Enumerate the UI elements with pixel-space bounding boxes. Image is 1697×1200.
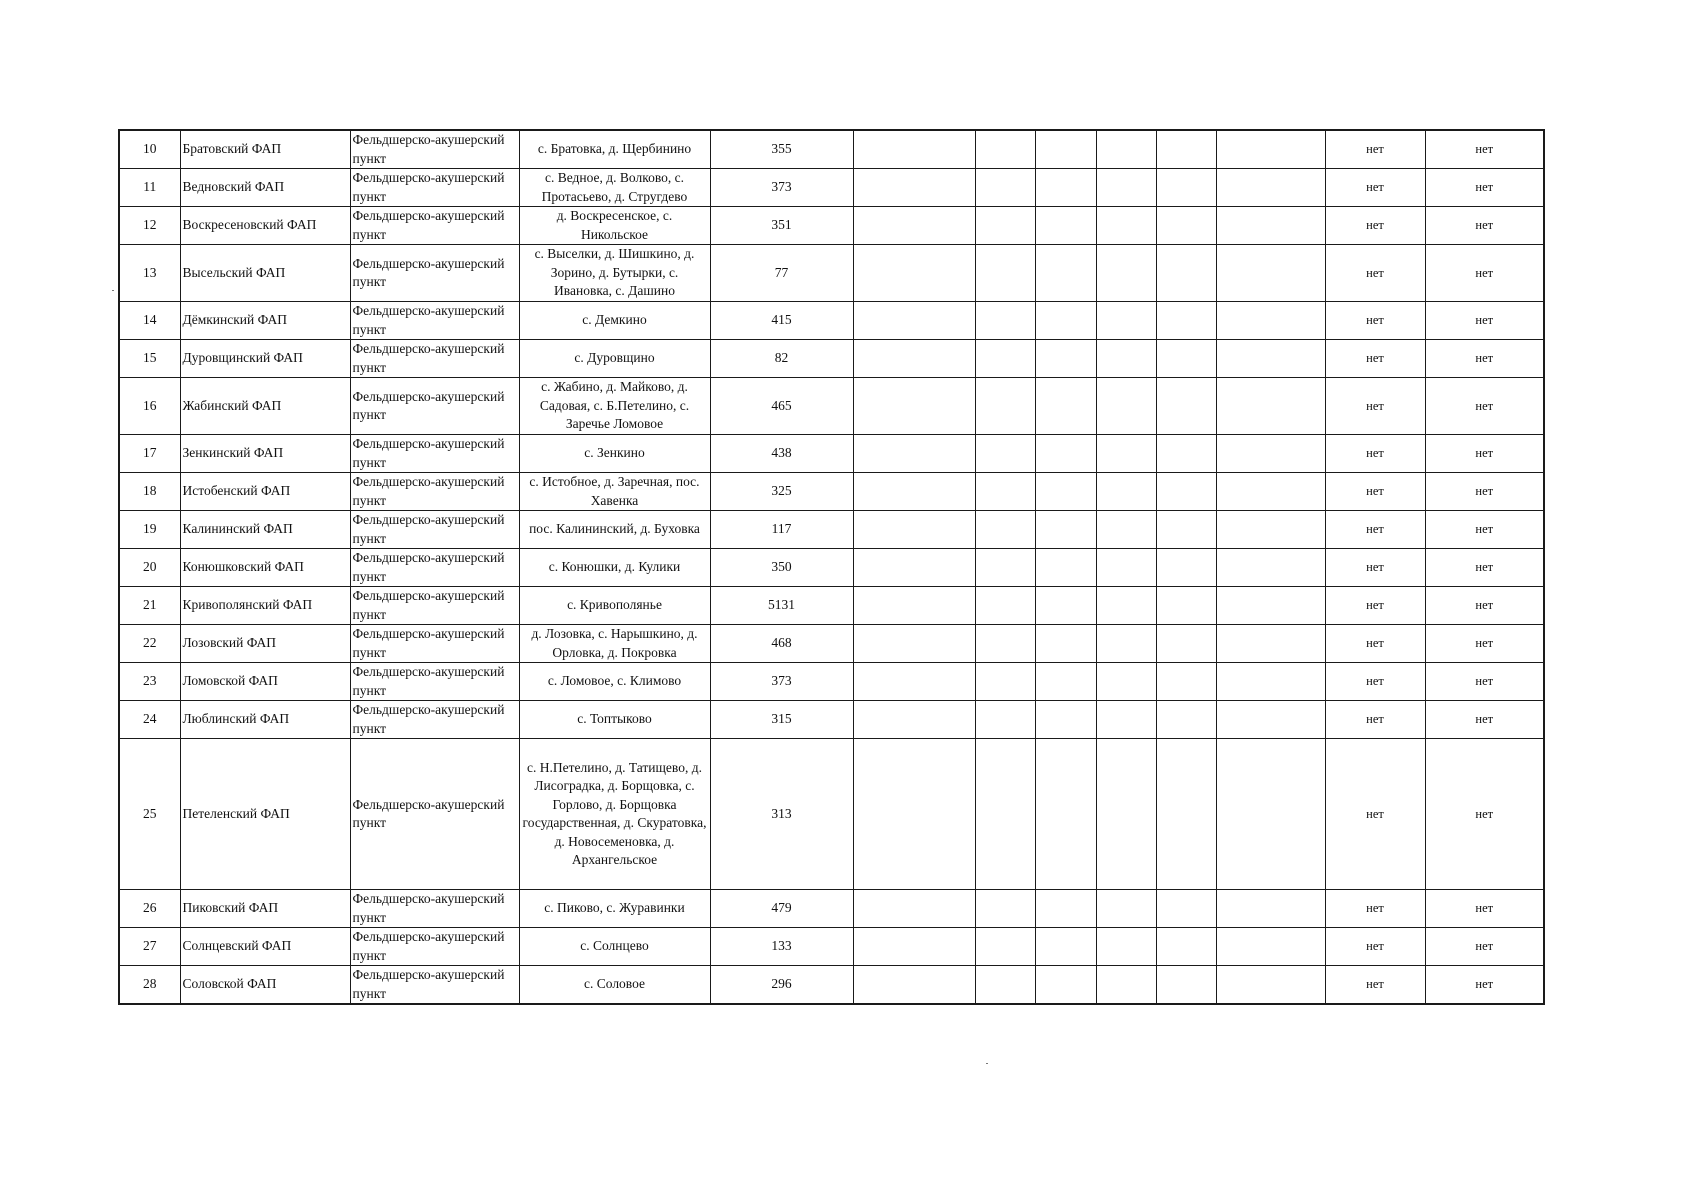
availability-flag: нет <box>1325 302 1425 340</box>
empty-cell <box>1156 302 1216 340</box>
table-row <box>119 701 1544 739</box>
facility-type: Фельдшерско-акушерский пункт <box>350 302 519 340</box>
availability-flag: нет <box>1325 587 1425 625</box>
table-row <box>119 966 1544 1005</box>
population-count: 468 <box>710 625 853 663</box>
empty-cell <box>1216 378 1325 435</box>
empty-cell <box>1096 511 1156 549</box>
empty-cell <box>853 966 975 1005</box>
row-number: 12 <box>119 207 180 245</box>
empty-cell <box>1035 549 1096 587</box>
population-count: 82 <box>710 340 853 378</box>
empty-cell <box>1156 435 1216 473</box>
facility-type: Фельдшерско-акушерский пункт <box>350 739 519 890</box>
population-count: 479 <box>710 890 853 928</box>
availability-flag: нет <box>1425 511 1544 549</box>
row-number: 15 <box>119 340 180 378</box>
empty-cell <box>853 378 975 435</box>
empty-cell <box>1216 130 1325 169</box>
empty-cell <box>975 340 1035 378</box>
facility-type: Фельдшерско-акушерский пункт <box>350 663 519 701</box>
empty-cell <box>1156 169 1216 207</box>
table-row <box>119 473 1544 511</box>
empty-cell <box>1035 378 1096 435</box>
facility-type: Фельдшерско-акушерский пункт <box>350 928 519 966</box>
empty-cell <box>1216 511 1325 549</box>
served-villages: д. Воскресенское, с. Никольское <box>519 207 710 245</box>
empty-cell <box>1035 625 1096 663</box>
empty-cell <box>1156 625 1216 663</box>
availability-flag: нет <box>1425 890 1544 928</box>
table-row <box>119 245 1544 302</box>
empty-cell <box>975 739 1035 890</box>
population-count: 465 <box>710 378 853 435</box>
empty-cell <box>1096 340 1156 378</box>
empty-cell <box>1156 587 1216 625</box>
empty-cell <box>1216 928 1325 966</box>
empty-cell <box>1096 130 1156 169</box>
table-row <box>119 207 1544 245</box>
facility-name: Люблинский ФАП <box>180 701 350 739</box>
availability-flag: нет <box>1425 966 1544 1005</box>
scan-speck <box>112 290 114 291</box>
facility-name: Истобенский ФАП <box>180 473 350 511</box>
empty-cell <box>975 890 1035 928</box>
empty-cell <box>975 587 1035 625</box>
empty-cell <box>853 435 975 473</box>
row-number: 24 <box>119 701 180 739</box>
facility-type: Фельдшерско-акушерский пункт <box>350 435 519 473</box>
population-count: 325 <box>710 473 853 511</box>
empty-cell <box>975 928 1035 966</box>
empty-cell <box>1156 549 1216 587</box>
empty-cell <box>1216 302 1325 340</box>
availability-flag: нет <box>1325 928 1425 966</box>
empty-cell <box>853 928 975 966</box>
population-count: 350 <box>710 549 853 587</box>
availability-flag: нет <box>1325 663 1425 701</box>
empty-cell <box>975 169 1035 207</box>
empty-cell <box>1216 340 1325 378</box>
empty-cell <box>1096 302 1156 340</box>
served-villages: с. Истобное, д. Заречная, пос. Хавенка <box>519 473 710 511</box>
row-number: 16 <box>119 378 180 435</box>
empty-cell <box>1216 435 1325 473</box>
facility-name: Высельский ФАП <box>180 245 350 302</box>
empty-cell <box>1216 966 1325 1005</box>
facility-type: Фельдшерско-акушерский пункт <box>350 587 519 625</box>
served-villages: с. Братовка, д. Щербинино <box>519 130 710 169</box>
row-number: 25 <box>119 739 180 890</box>
facility-type: Фельдшерско-акушерский пункт <box>350 169 519 207</box>
table-row <box>119 302 1544 340</box>
served-villages: с. Жабино, д. Майково, д. Садовая, с. Б.Петелино, с. Заречье Ломовое <box>519 378 710 435</box>
empty-cell <box>1216 625 1325 663</box>
empty-cell <box>1035 340 1096 378</box>
facility-name: Ведновский ФАП <box>180 169 350 207</box>
served-villages: пос. Калининский, д. Буховка <box>519 511 710 549</box>
empty-cell <box>1216 245 1325 302</box>
empty-cell <box>1035 890 1096 928</box>
served-villages: с. Выселки, д. Шишкино, д. Зорино, д. Бутырки, с. Ивановка, с. Дашино <box>519 245 710 302</box>
facility-name: Соловской ФАП <box>180 966 350 1005</box>
availability-flag: нет <box>1425 245 1544 302</box>
empty-cell <box>1096 207 1156 245</box>
empty-cell <box>853 701 975 739</box>
availability-flag: нет <box>1325 625 1425 663</box>
empty-cell <box>975 473 1035 511</box>
table-row <box>119 739 1544 890</box>
served-villages: с. Ведное, д. Волково, с. Протасьево, д. Стругдево <box>519 169 710 207</box>
empty-cell <box>1156 739 1216 890</box>
empty-cell <box>975 378 1035 435</box>
empty-cell <box>853 890 975 928</box>
availability-flag: нет <box>1325 245 1425 302</box>
empty-cell <box>1156 245 1216 302</box>
facilities-table <box>118 129 1545 1005</box>
empty-cell <box>1096 739 1156 890</box>
availability-flag: нет <box>1325 511 1425 549</box>
empty-cell <box>853 511 975 549</box>
facility-name: Жабинский ФАП <box>180 378 350 435</box>
row-number: 27 <box>119 928 180 966</box>
facility-type: Фельдшерско-акушерский пункт <box>350 625 519 663</box>
served-villages: с. Дуровщино <box>519 340 710 378</box>
availability-flag: нет <box>1425 549 1544 587</box>
availability-flag: нет <box>1325 435 1425 473</box>
served-villages: д. Лозовка, с. Нарышкино, д. Орловка, д. Покровка <box>519 625 710 663</box>
empty-cell <box>1035 169 1096 207</box>
availability-flag: нет <box>1425 739 1544 890</box>
population-count: 5131 <box>710 587 853 625</box>
empty-cell <box>975 207 1035 245</box>
facility-name: Конюшковский ФАП <box>180 549 350 587</box>
empty-cell <box>1096 549 1156 587</box>
empty-cell <box>1216 473 1325 511</box>
empty-cell <box>1035 587 1096 625</box>
empty-cell <box>1096 169 1156 207</box>
empty-cell <box>853 549 975 587</box>
availability-flag: нет <box>1325 378 1425 435</box>
empty-cell <box>853 663 975 701</box>
population-count: 315 <box>710 701 853 739</box>
facility-name: Ломовской ФАП <box>180 663 350 701</box>
empty-cell <box>853 245 975 302</box>
empty-cell <box>975 130 1035 169</box>
availability-flag: нет <box>1325 130 1425 169</box>
availability-flag: нет <box>1425 701 1544 739</box>
empty-cell <box>1096 473 1156 511</box>
empty-cell <box>853 207 975 245</box>
availability-flag: нет <box>1425 207 1544 245</box>
table-row <box>119 928 1544 966</box>
availability-flag: нет <box>1325 739 1425 890</box>
facility-name: Лозовский ФАП <box>180 625 350 663</box>
empty-cell <box>1096 928 1156 966</box>
empty-cell <box>1035 966 1096 1005</box>
served-villages: с. Зенкино <box>519 435 710 473</box>
population-count: 415 <box>710 302 853 340</box>
empty-cell <box>1035 245 1096 302</box>
availability-flag: нет <box>1425 130 1544 169</box>
population-count: 313 <box>710 739 853 890</box>
empty-cell <box>1035 130 1096 169</box>
empty-cell <box>1035 663 1096 701</box>
table-row <box>119 511 1544 549</box>
empty-cell <box>1156 378 1216 435</box>
facility-name: Пиковский ФАП <box>180 890 350 928</box>
facility-type: Фельдшерско-акушерский пункт <box>350 701 519 739</box>
facility-type: Фельдшерско-акушерский пункт <box>350 245 519 302</box>
availability-flag: нет <box>1325 207 1425 245</box>
availability-flag: нет <box>1325 701 1425 739</box>
empty-cell <box>1096 625 1156 663</box>
table-row <box>119 890 1544 928</box>
empty-cell <box>1216 663 1325 701</box>
row-number: 26 <box>119 890 180 928</box>
served-villages: с. Соловое <box>519 966 710 1005</box>
empty-cell <box>1216 890 1325 928</box>
empty-cell <box>1035 435 1096 473</box>
facility-name: Дуровщинский ФАП <box>180 340 350 378</box>
population-count: 296 <box>710 966 853 1005</box>
table-row <box>119 663 1544 701</box>
empty-cell <box>975 435 1035 473</box>
availability-flag: нет <box>1425 587 1544 625</box>
row-number: 20 <box>119 549 180 587</box>
facility-name: Солнцевский ФАП <box>180 928 350 966</box>
facility-type: Фельдшерско-акушерский пункт <box>350 890 519 928</box>
table-row <box>119 130 1544 169</box>
availability-flag: нет <box>1425 340 1544 378</box>
empty-cell <box>1156 663 1216 701</box>
facility-type: Фельдшерско-акушерский пункт <box>350 207 519 245</box>
facility-type: Фельдшерско-акушерский пункт <box>350 473 519 511</box>
empty-cell <box>1096 245 1156 302</box>
empty-cell <box>975 663 1035 701</box>
empty-cell <box>853 625 975 663</box>
row-number: 10 <box>119 130 180 169</box>
empty-cell <box>1096 587 1156 625</box>
empty-cell <box>975 549 1035 587</box>
empty-cell <box>1035 701 1096 739</box>
empty-cell <box>853 340 975 378</box>
empty-cell <box>975 245 1035 302</box>
empty-cell <box>1096 701 1156 739</box>
empty-cell <box>1035 739 1096 890</box>
facility-type: Фельдшерско-акушерский пункт <box>350 966 519 1005</box>
empty-cell <box>1216 169 1325 207</box>
population-count: 351 <box>710 207 853 245</box>
empty-cell <box>1035 473 1096 511</box>
empty-cell <box>1156 340 1216 378</box>
served-villages: с. Н.Петелино, д. Татищево, д. Лисоградка, д. Борщовка, с. Горлово, д. Борщовка государственная, д. Скуратовка, д. Новосеменовка, д. Архангельское <box>519 739 710 890</box>
row-number: 11 <box>119 169 180 207</box>
table-row <box>119 169 1544 207</box>
facility-name: Калининский ФАП <box>180 511 350 549</box>
population-count: 373 <box>710 169 853 207</box>
empty-cell <box>1156 473 1216 511</box>
row-number: 19 <box>119 511 180 549</box>
served-villages: с. Конюшки, д. Кулики <box>519 549 710 587</box>
population-count: 77 <box>710 245 853 302</box>
table-row <box>119 549 1544 587</box>
availability-flag: нет <box>1425 625 1544 663</box>
empty-cell <box>975 966 1035 1005</box>
population-count: 373 <box>710 663 853 701</box>
table-body <box>119 130 1544 1004</box>
facility-name: Дёмкинский ФАП <box>180 302 350 340</box>
availability-flag: нет <box>1325 549 1425 587</box>
availability-flag: нет <box>1325 473 1425 511</box>
empty-cell <box>1096 378 1156 435</box>
availability-flag: нет <box>1325 169 1425 207</box>
availability-flag: нет <box>1425 302 1544 340</box>
availability-flag: нет <box>1425 928 1544 966</box>
empty-cell <box>975 625 1035 663</box>
empty-cell <box>975 302 1035 340</box>
empty-cell <box>1096 435 1156 473</box>
served-villages: с. Демкино <box>519 302 710 340</box>
facility-name: Братовский ФАП <box>180 130 350 169</box>
empty-cell <box>853 739 975 890</box>
empty-cell <box>1156 928 1216 966</box>
served-villages: с. Кривополянье <box>519 587 710 625</box>
empty-cell <box>1156 890 1216 928</box>
empty-cell <box>1156 701 1216 739</box>
empty-cell <box>853 302 975 340</box>
availability-flag: нет <box>1425 169 1544 207</box>
row-number: 14 <box>119 302 180 340</box>
availability-flag: нет <box>1325 890 1425 928</box>
row-number: 22 <box>119 625 180 663</box>
facility-type: Фельдшерско-акушерский пункт <box>350 511 519 549</box>
row-number: 18 <box>119 473 180 511</box>
row-number: 17 <box>119 435 180 473</box>
empty-cell <box>853 130 975 169</box>
empty-cell <box>1035 928 1096 966</box>
empty-cell <box>1216 207 1325 245</box>
served-villages: с. Ломовое, с. Климово <box>519 663 710 701</box>
empty-cell <box>1035 207 1096 245</box>
empty-cell <box>1216 739 1325 890</box>
row-number: 21 <box>119 587 180 625</box>
empty-cell <box>853 169 975 207</box>
availability-flag: нет <box>1425 435 1544 473</box>
facility-name: Петеленский ФАП <box>180 739 350 890</box>
population-count: 133 <box>710 928 853 966</box>
facility-name: Кривополянский ФАП <box>180 587 350 625</box>
served-villages: с. Топтыково <box>519 701 710 739</box>
empty-cell <box>1156 130 1216 169</box>
served-villages: с. Солнцево <box>519 928 710 966</box>
availability-flag: нет <box>1425 473 1544 511</box>
availability-flag: нет <box>1325 966 1425 1005</box>
availability-flag: нет <box>1425 378 1544 435</box>
table-row <box>119 340 1544 378</box>
served-villages: с. Пиково, с. Журавинки <box>519 890 710 928</box>
availability-flag: нет <box>1425 663 1544 701</box>
empty-cell <box>1156 511 1216 549</box>
empty-cell <box>1035 302 1096 340</box>
row-number: 13 <box>119 245 180 302</box>
empty-cell <box>1156 966 1216 1005</box>
availability-flag: нет <box>1325 340 1425 378</box>
scan-speck <box>986 1063 988 1064</box>
empty-cell <box>1096 663 1156 701</box>
empty-cell <box>1096 966 1156 1005</box>
facility-type: Фельдшерско-акушерский пункт <box>350 378 519 435</box>
table-row <box>119 625 1544 663</box>
empty-cell <box>1216 587 1325 625</box>
empty-cell <box>975 511 1035 549</box>
empty-cell <box>1096 890 1156 928</box>
population-count: 117 <box>710 511 853 549</box>
empty-cell <box>1216 701 1325 739</box>
row-number: 23 <box>119 663 180 701</box>
table-row <box>119 378 1544 435</box>
empty-cell <box>1216 549 1325 587</box>
empty-cell <box>1156 207 1216 245</box>
empty-cell <box>1035 511 1096 549</box>
empty-cell <box>853 473 975 511</box>
population-count: 355 <box>710 130 853 169</box>
facility-name: Зенкинский ФАП <box>180 435 350 473</box>
row-number: 28 <box>119 966 180 1005</box>
table-row <box>119 587 1544 625</box>
facility-name: Воскресеновский ФАП <box>180 207 350 245</box>
facility-type: Фельдшерско-акушерский пункт <box>350 340 519 378</box>
empty-cell <box>853 587 975 625</box>
table-row <box>119 435 1544 473</box>
facility-type: Фельдшерско-акушерский пункт <box>350 130 519 169</box>
facility-type: Фельдшерско-акушерский пункт <box>350 549 519 587</box>
population-count: 438 <box>710 435 853 473</box>
empty-cell <box>975 701 1035 739</box>
